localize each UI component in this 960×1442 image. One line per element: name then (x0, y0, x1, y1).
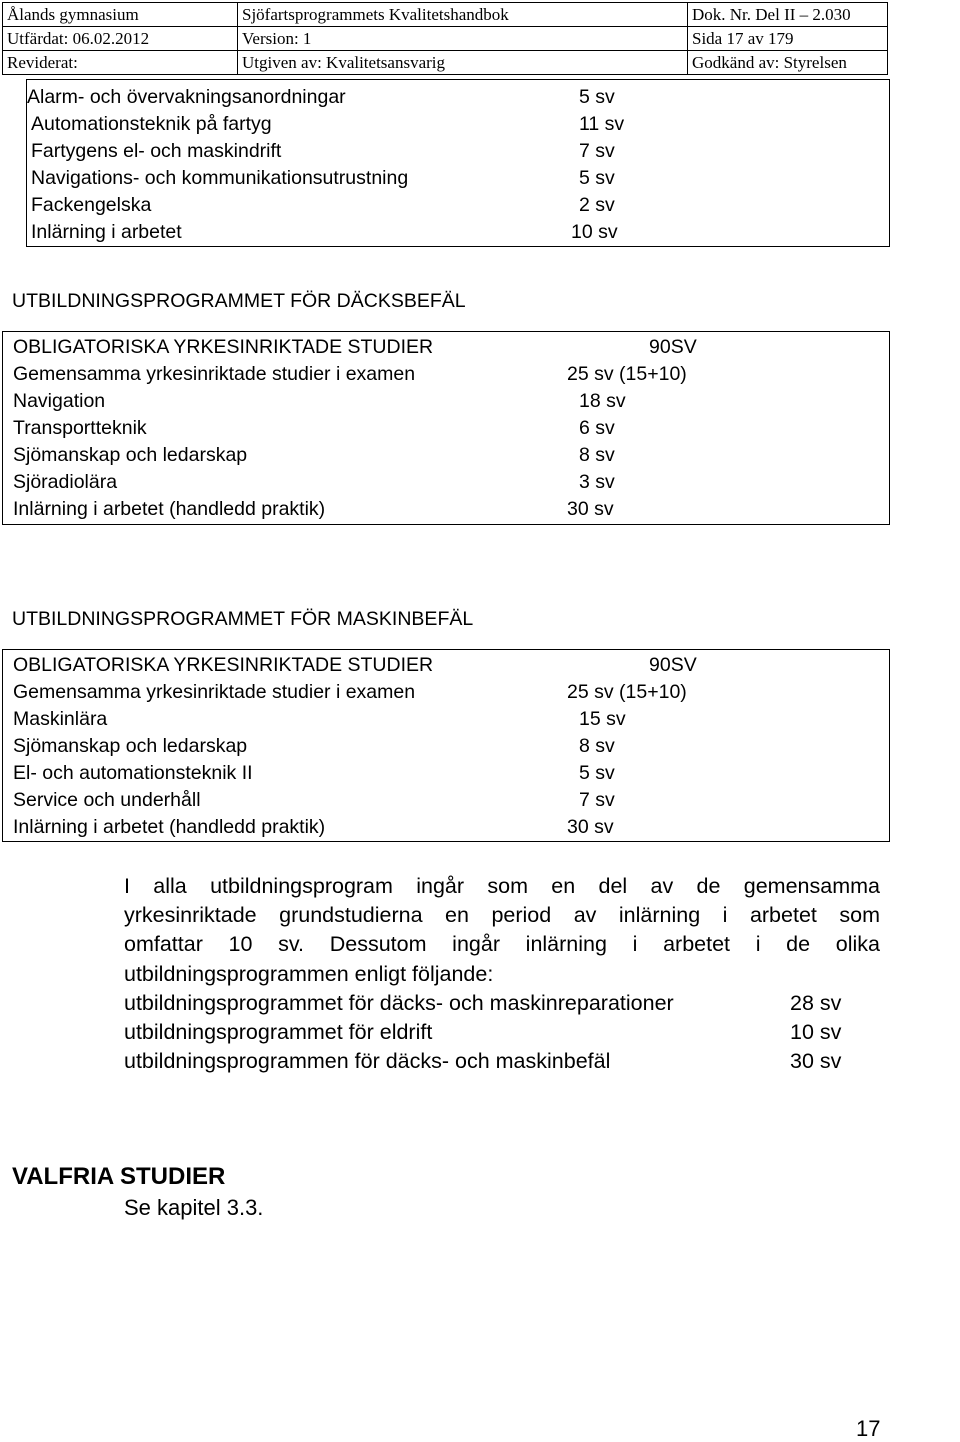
course-credits: 8 sv (579, 735, 615, 757)
page-number: 17 (856, 1416, 881, 1441)
document-header (2, 2, 888, 75)
course-credits: 5 sv (579, 762, 615, 784)
elective-reference: Se kapitel 3.3. (124, 1195, 264, 1220)
subheading: OBLIGATORISKA YRKESINRIKTADE STUDIER (13, 336, 434, 358)
course-label: Inlärning i arbetet (handledd praktik) (13, 816, 326, 838)
course-label: Fartygens el- och maskindrift (31, 140, 282, 162)
course-label: Automationsteknik på fartyg (31, 113, 272, 135)
header-issued-by: Utgiven av: Kvalitetsansvarig (238, 51, 688, 75)
subheading: OBLIGATORISKA YRKESINRIKTADE STUDIER (13, 654, 434, 676)
course-label: Navigations- och kommunikationsutrustning (31, 167, 409, 189)
course-box-engine (2, 649, 890, 842)
total-credits: 90SV (649, 654, 697, 676)
course-label: Gemensamma yrkesinriktade studier i examen (13, 681, 416, 703)
course-credits: 25 sv (15+10) (567, 681, 687, 703)
course-box-deck (2, 331, 890, 525)
programme-credits: 28 sv (790, 990, 842, 1015)
paragraph-line: yrkesinriktade grundstudierna en period av inlärning i arbetet som (124, 903, 880, 928)
course-credits: 25 sv (15+10) (567, 363, 687, 385)
course-credits: 6 sv (579, 417, 615, 439)
course-label: Fackengelska (31, 194, 152, 216)
course-credits: 2 sv (579, 194, 615, 216)
course-label: Inlärning i arbetet (31, 221, 182, 243)
course-label: El- och automationsteknik II (13, 762, 253, 784)
programme-credit-row (124, 1018, 880, 1047)
section-heading-engine: UTBILDNINGSPROGRAMMET FÖR MASKINBEFÄL (12, 608, 474, 630)
header-revised: Reviderat: (3, 51, 238, 75)
course-label: Sjöradiolära (13, 471, 118, 493)
course-credits: 7 sv (579, 140, 615, 162)
course-label: Alarm- och övervakningsanordningar (27, 86, 346, 108)
course-credits: 30 sv (567, 498, 614, 520)
workplace-learning-paragraph (124, 872, 880, 1076)
programme-credit-row (124, 1047, 880, 1076)
course-credits: 10 sv (571, 221, 618, 243)
course-label: Transportteknik (13, 417, 147, 439)
elective-heading: VALFRIA STUDIER (12, 1163, 226, 1190)
course-label: Gemensamma yrkesinriktade studier i examen (13, 363, 416, 385)
header-doc-nr: Dok. Nr. Del II – 2.030 (688, 3, 888, 27)
course-credits: 30 sv (567, 816, 614, 838)
paragraph-line: I alla utbildningsprogram ingår som en del av de gemensamma (124, 874, 880, 898)
programme-label: utbildningsprogrammet för däcks- och maskinreparationer (124, 990, 674, 1015)
header-issued: Utfärdat: 06.02.2012 (3, 27, 238, 51)
course-label: Navigation (13, 390, 106, 412)
header-handbook: Sjöfartsprogrammets Kvalitetshandbok (238, 3, 688, 27)
course-label: Sjömanskap och ledarskap (13, 735, 248, 757)
header-version: Version: 1 (238, 27, 688, 51)
programme-credits: 30 sv (790, 1049, 842, 1074)
programme-label: utbildningsprogrammet för eldrift (124, 1020, 433, 1045)
paragraph-line: utbildningsprogrammen enligt följande: (124, 961, 494, 986)
course-credits: 5 sv (579, 167, 615, 189)
course-label: Sjömanskap och ledarskap (13, 444, 248, 466)
section-heading-deck: UTBILDNINGSPROGRAMMET FÖR DÄCKSBEFÄL (12, 290, 466, 312)
course-credits: 7 sv (579, 789, 615, 811)
programme-label: utbildningsprogrammen för däcks- och maskinbefäl (124, 1049, 611, 1074)
course-box-top (26, 79, 890, 247)
course-credits: 18 sv (579, 390, 626, 412)
total-credits: 90SV (649, 336, 697, 358)
course-credits: 8 sv (579, 444, 615, 466)
course-label: Service och underhåll (13, 789, 201, 811)
paragraph-line: omfattar 10 sv. Dessutom ingår inlärning i arbetet i de olika (124, 932, 880, 957)
header-approved: Godkänd av: Styrelsen (688, 51, 888, 75)
programme-credit-row (124, 989, 880, 1018)
course-credits: 3 sv (579, 471, 615, 493)
course-credits: 5 sv (579, 86, 615, 108)
course-label: Inlärning i arbetet (handledd praktik) (13, 498, 326, 520)
course-credits: 15 sv (579, 708, 626, 730)
header-page: Sida 17 av 179 (688, 27, 888, 51)
programme-credits: 10 sv (790, 1020, 842, 1045)
course-label: Maskinlära (13, 708, 108, 730)
header-school: Ålands gymnasium (3, 3, 238, 27)
course-credits: 11 sv (579, 113, 625, 135)
